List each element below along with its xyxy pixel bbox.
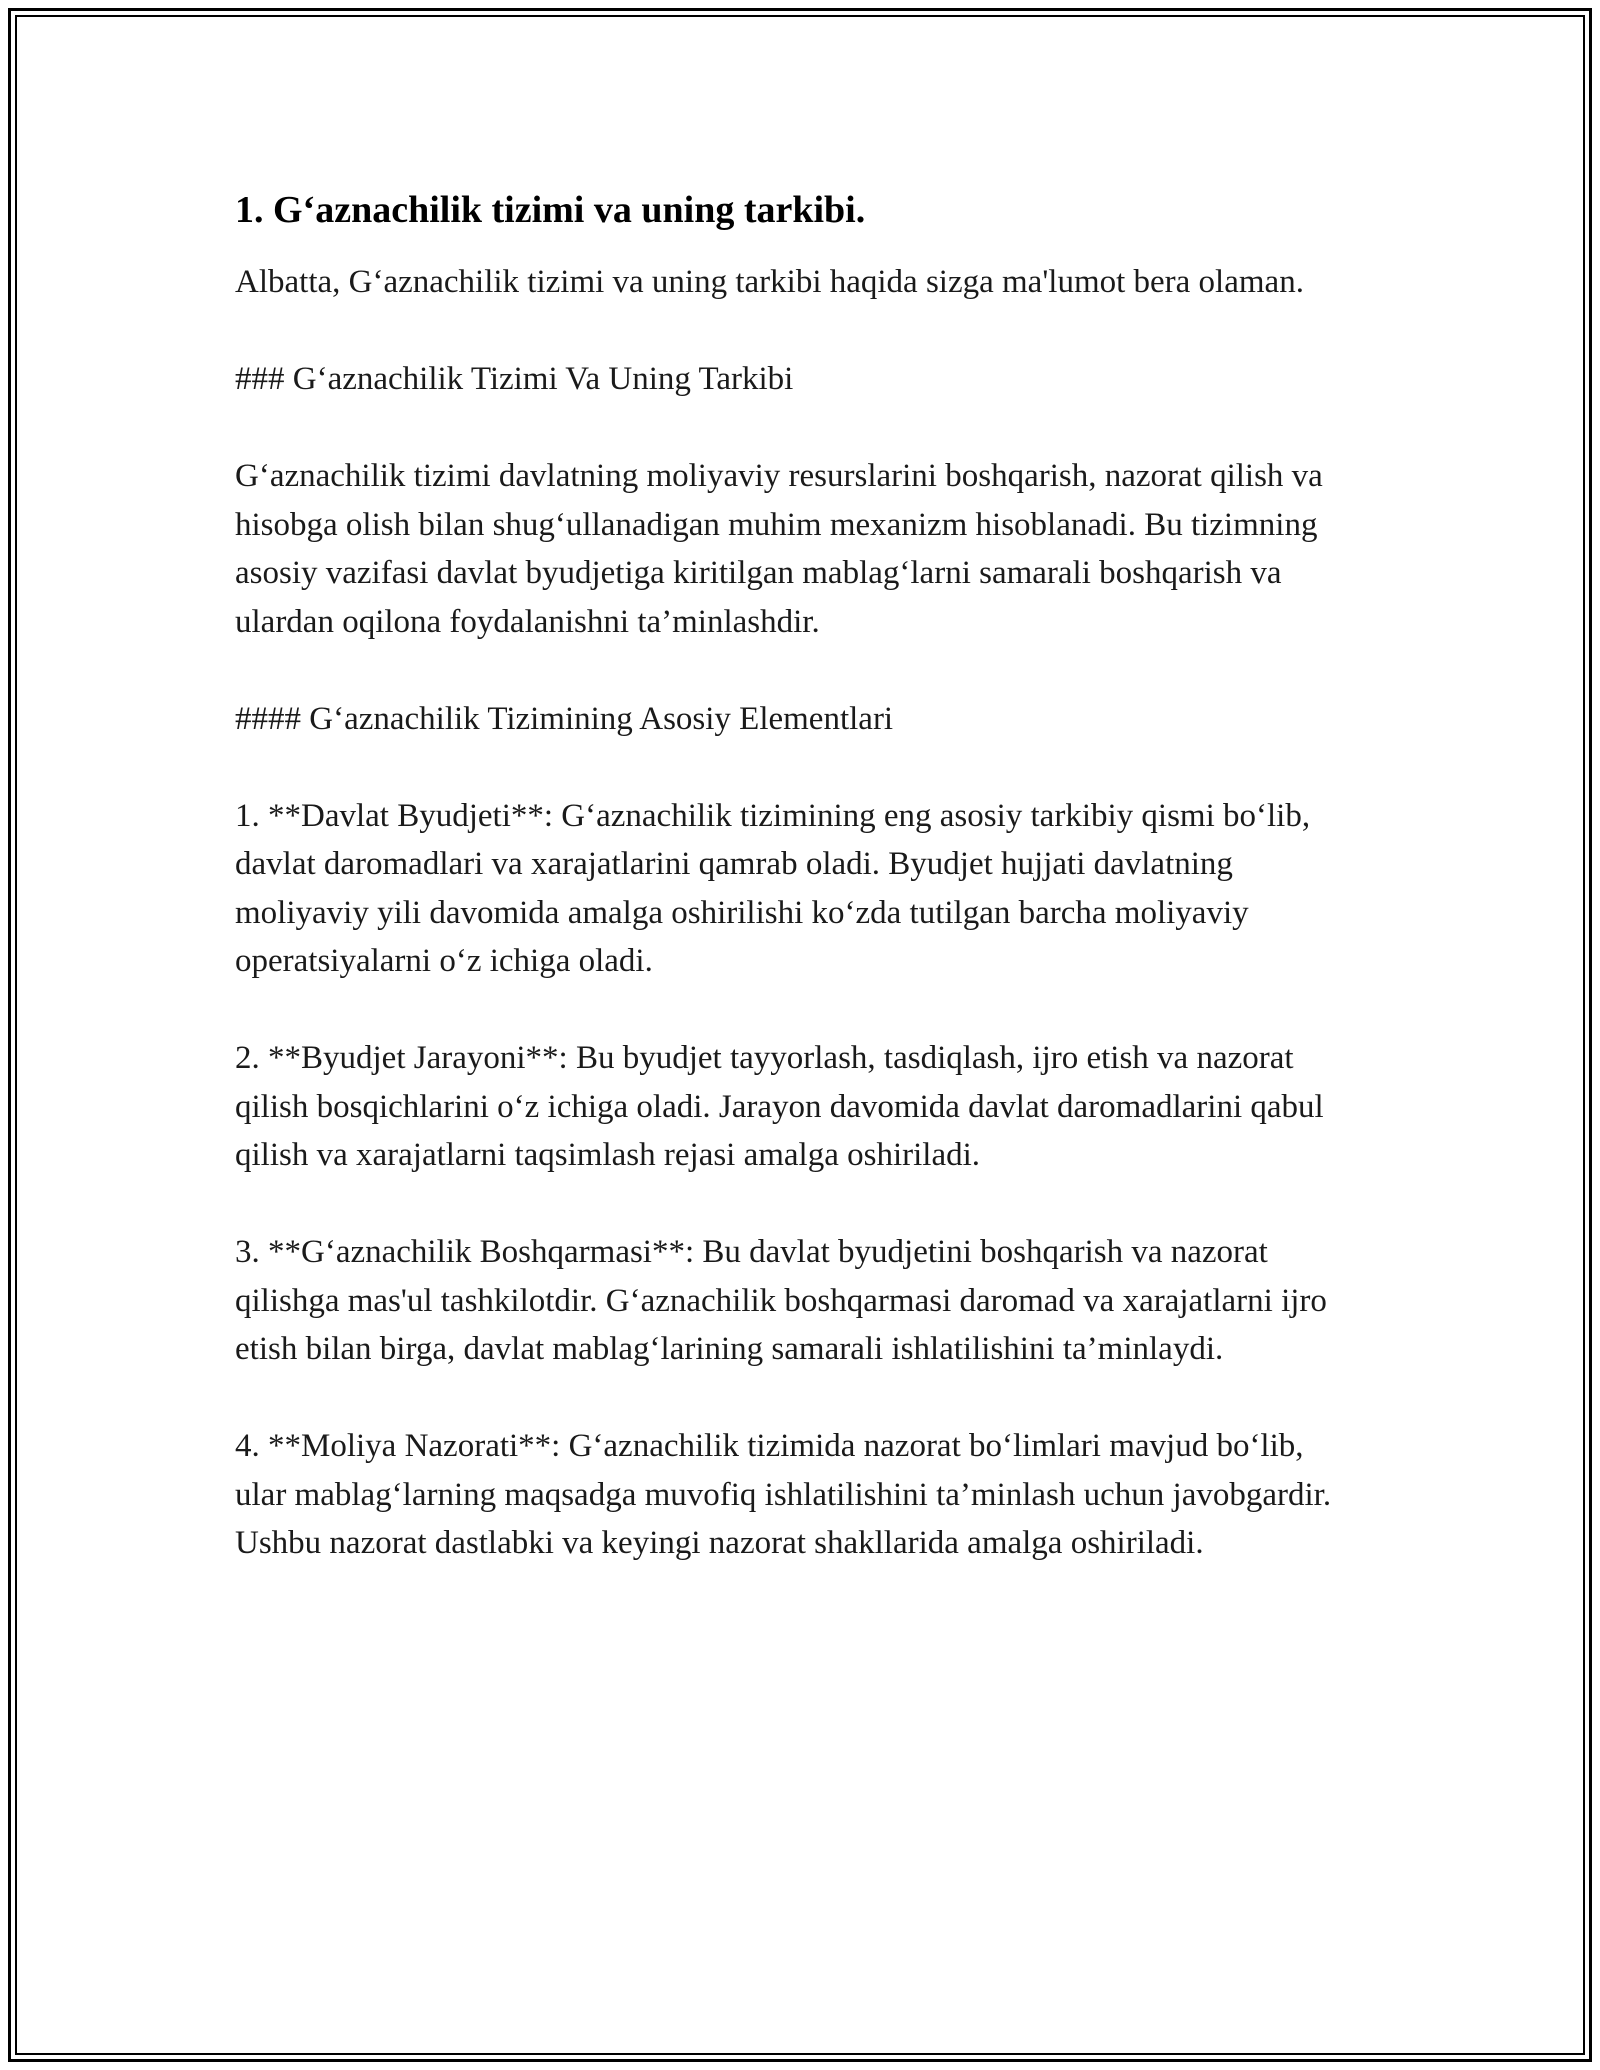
document-body <box>235 185 1345 1568</box>
intro-paragraph: Albatta, G‘aznachilik tizimi va uning tarkibi haqida sizga ma'lumot bera olaman. <box>235 264 1304 300</box>
document-title: 1. G‘aznachilik tizimi va uning tarkibi. <box>235 189 866 231</box>
list-item-moliya-nazorati: 4. **Moliya Nazorati**: G‘aznachilik tizimida nazorat bo‘limlari mavjud bo‘lib, ular mablag‘larning maqsadga muvofiq ishlatilishini ta’minlash uchun javobgardir. Ushbu nazorat dastlabki va keyingi nazorat shakllarida amalga oshiriladi. <box>235 1428 1332 1561</box>
section-heading-text: ### G‘aznachilik Tizimi Va Uning Tarkibi <box>235 361 794 397</box>
list-item-byudjet-jarayoni: 2. **Byudjet Jarayoni**: Bu byudjet tayyorlash, tasdiqlash, ijro etish va nazorat qilish bosqichlarini o‘z ichiga oladi. Jarayon davomida davlat daromadlarini qabul qilish va xarajatlarni taqsimlash rejasi amalga oshiriladi. <box>235 1040 1324 1173</box>
subsection-heading-text: #### G‘aznachilik Tizimining Asosiy Elementlari <box>235 700 894 737</box>
list-item-gaznachilik-boshqarmasi: 3. **G‘aznachilik Boshqarmasi**: Bu davlat byudjetini boshqarish va nazorat qilishga mas'ul tashkilotdir. G‘aznachilik boshqarmasi daromad va xarajatlarni ijro etish bilan birga, davlat mablag‘larining samarali ishlatilishini ta’minlaydi. <box>235 1234 1327 1367</box>
list-item-davlat-byudjeti: 1. **Davlat Byudjeti**: G‘aznachilik tizimining eng asosiy tarkibiy qismi bo‘lib, davlat daromadlari va xarajatlarini qamrab oladi. Byudjet hujjati davlatning moliyaviy yili davomida amalga oshirilishi ko‘zda tutilgan barcha moliyaviy operatsiyalarni o‘z ichiga oladi. <box>235 797 1311 979</box>
overview-paragraph: G‘aznachilik tizimi davlatning moliyaviy resurslarini boshqarish, nazorat qilish va hisobga olish bilan shug‘ullanadigan muhim mexanizm hisoblanadi. Bu tizimning asosiy vazifasi davlat byudjetiga kiritilgan mablag‘larni samarali boshqarish va ulardan oqilona foydalanishni ta’minlashdir. <box>235 458 1323 640</box>
